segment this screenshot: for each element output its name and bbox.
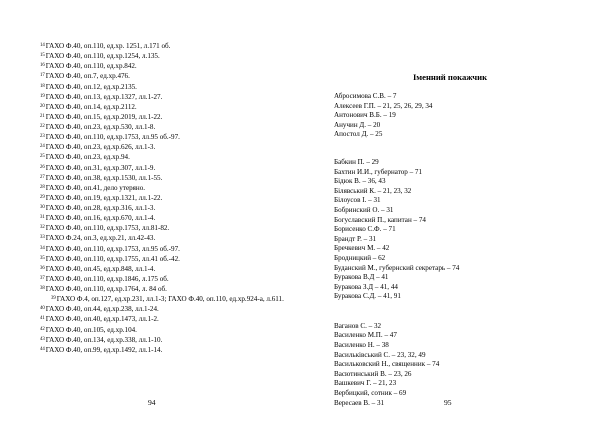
index-entry: Бродницкий – 62 <box>334 253 386 262</box>
index-entry: Бахтин И.И., губернатор – 71 <box>334 167 423 176</box>
footnote-number: 14 <box>40 43 45 48</box>
footnote-number: 37 <box>40 275 45 281</box>
index-entry: Василенко М.П. – 47 <box>334 331 397 340</box>
index-entry: Буракова С.Д. – 41, 91 <box>334 292 401 301</box>
footnote-text: ГАХО Ф.40, оп.110, ед.хр.1753, лл.81-82. <box>45 224 170 233</box>
footnote-text: ГАХО Ф.4, оп.127, ед.хр.231, лл.1-3; ГАХО Ф.40, оп.110, ед.хр.924-а, л.611. <box>56 295 284 304</box>
footnote-text: ГАХО Ф.40, оп.99, ед.хр.1492, лл.1-14. <box>45 345 163 354</box>
footnote <box>40 163 292 173</box>
footnote-number: 16 <box>40 63 45 69</box>
footnote <box>40 132 292 142</box>
footnote-text: ГАХО Ф.40, оп.110, ед.хр.1753, лл.95 об.-97. <box>45 133 180 142</box>
footnote <box>40 41 292 51</box>
footnote-number: 20 <box>40 103 45 109</box>
footnote <box>40 223 292 233</box>
index-entry: Ваганов С. – 32 <box>334 321 382 330</box>
index-entry: Вересаев В. – 31 <box>334 398 385 407</box>
footnote-number: 29 <box>40 194 45 200</box>
footnote-text: ГАХО Ф.40, оп.31, ед.хр.307, лл.1-9. <box>45 163 156 172</box>
footnote <box>40 294 292 304</box>
index-entry: Василенко Н. – 38 <box>334 341 389 350</box>
footnote <box>40 92 292 102</box>
index-entry: Вербицкий, сотник – 69 <box>334 389 407 398</box>
footnote-number: 30 <box>40 205 45 210</box>
footnote <box>40 345 292 355</box>
footnote <box>40 314 292 324</box>
footnote-number: 17 <box>40 73 45 79</box>
page-number-left: 94 <box>148 398 156 407</box>
footnote-number: 23 <box>40 134 45 140</box>
footnote-number: 21 <box>40 113 45 119</box>
footnote-number: 19 <box>40 93 45 99</box>
index-entry: Алексеев Г.П. – 21, 25, 26, 29, 34 <box>334 101 433 110</box>
index-entry: Білоусов І. – 31 <box>334 196 381 205</box>
footnote-text: ГАХО Ф.40, оп.14, ед.хр.2112. <box>45 102 137 111</box>
footnote-number: 36 <box>40 265 45 271</box>
footnote <box>40 244 292 254</box>
footnote-text: ГАХО Ф.40, оп.110, ед.хр.1254, л.135. <box>45 52 160 61</box>
index-entry: Брандт Р. – 31 <box>334 234 377 243</box>
index-entry: Васютинський В. – 23, 26 <box>334 369 412 378</box>
footnote-text: ГАХО Ф.40, оп.110, ед.хр.1846, л.175 об. <box>45 274 169 283</box>
footnote-text: ГАХО Ф.40, оп.110, ед.хр.842. <box>45 62 137 71</box>
index-entry: Бідюк В. – 36, 43 <box>334 177 386 186</box>
index-group <box>334 92 584 140</box>
footnote-text: ГАХО Ф.24, оп.3, ед.хр.21, лл.42-43. <box>45 234 156 243</box>
footnote-number: 38 <box>40 286 45 291</box>
footnote-number: 39 <box>51 296 56 302</box>
footnote <box>40 325 292 335</box>
index-group <box>334 158 584 302</box>
footnote-number: 43 <box>40 336 45 342</box>
footnote-text: ГАХО Ф.40, оп.110, ед.хр.1764, л. 84 об. <box>45 285 167 293</box>
footnote-number: 18 <box>40 83 45 89</box>
footnote <box>40 82 292 92</box>
index-entry: Абросимова С.В. – 7 <box>334 92 397 100</box>
footnote-text: ГАХО Ф.40, оп.7, ед.хр.476. <box>45 72 130 81</box>
footnote <box>40 284 292 294</box>
footnote-number: 40 <box>40 306 45 312</box>
footnote-number: 22 <box>40 124 45 129</box>
footnote <box>40 152 292 162</box>
index-entry: Анучин Д. – 20 <box>334 120 381 129</box>
footnote-text: ГАХО Ф.40, оп.23, ед.хр.94. <box>45 153 130 162</box>
footnote-text: ГАХО Ф.40, оп.19, ед.хр.1321, лл.1-22. <box>45 193 163 202</box>
footnote <box>40 142 292 152</box>
footnote-text: ГАХО Ф.40, оп.38, ед.хр.1530, лл.1-55. <box>45 173 163 182</box>
index-entry: Васильківський С. – 23, 32, 49 <box>334 350 426 359</box>
index-entry: Апостол Д. – 25 <box>334 130 383 139</box>
footnote-text: ГАХО Ф.40, оп.44, ед.хр.238, лл.1-24. <box>45 305 159 314</box>
footnote-number: 15 <box>40 53 45 59</box>
index-entry: Буракова З.Д – 41, 44 <box>334 282 398 291</box>
footnote-text: ГАХО Ф.40, оп.23, ед.хр.626, лл.1-3. <box>45 143 156 152</box>
footnote-text: ГАХО Ф.40, оп.15, ед.хр.2019, лл.1-22. <box>45 112 163 121</box>
footnote <box>40 304 292 314</box>
footnote <box>40 254 292 264</box>
name-index-list <box>334 92 584 428</box>
index-entry: Богуславский П., капитан – 74 <box>334 215 426 224</box>
footnote-text: ГАХО Ф.40, оп.16, ед.хр.670, лл.1-4. <box>45 214 156 223</box>
right-page <box>300 0 600 435</box>
index-entry: Білявський К. – 21, 23, 32 <box>334 186 412 195</box>
footnote-number: 26 <box>40 164 45 170</box>
index-entry: Бобринский О. – 31 <box>334 205 394 214</box>
footnote-text: ГАХО Ф.40, оп.40, ед.хр.1473, лл.1-2. <box>45 315 159 324</box>
footnote-list <box>40 41 292 355</box>
footnote-text: ГАХО Ф.40, оп.12, ед.хр.2135. <box>45 82 137 91</box>
footnote-text: ГАХО Ф.40, оп.110, ед.хр.1753, лл.95 об.-97. <box>45 244 180 253</box>
footnote-number: 32 <box>40 225 45 231</box>
index-entry: Вашкевич Г. – 21, 23 <box>334 379 397 388</box>
footnote-text: ГАХО Ф.40, оп.110, ед.хр.1755, лл.41 об.-42. <box>45 254 180 263</box>
index-entry: Бабкин П. – 29 <box>334 157 379 166</box>
index-entry: Антонович В.Б. – 19 <box>334 111 396 120</box>
footnote-number: 44 <box>40 346 45 352</box>
footnote <box>40 102 292 112</box>
footnote-text: ГАХО Ф.40, оп.45, ед.хр.848, лл.1-4. <box>45 264 156 273</box>
footnote <box>40 183 292 193</box>
footnote-number: 33 <box>40 235 45 241</box>
footnote-text: ГАХО Ф.40, оп.28, ед.хр.316, лл.1-3. <box>45 204 156 212</box>
footnote-number: 27 <box>40 174 45 180</box>
footnote-number: 35 <box>40 255 45 261</box>
index-group <box>334 322 584 408</box>
index-entry: Буракова В.Д – 41 <box>334 273 389 282</box>
footnote <box>40 173 292 183</box>
index-entry: Васильковский Н., священник – 74 <box>334 360 440 369</box>
index-entry: Буданский М., губернский секретарь – 74 <box>334 263 460 272</box>
index-title: Іменний покажчик <box>412 72 488 82</box>
footnote-text: ГАХО Ф.40, оп.134, ед.хр.338, лл.1-10. <box>45 335 163 344</box>
footnote-text: ГАХО Ф.40, оп.13, ед.хр.1327, лл.1-27. <box>45 92 163 101</box>
footnote-number: 25 <box>40 154 45 160</box>
footnote <box>40 335 292 345</box>
footnote <box>40 112 292 122</box>
index-entry: Бречкевич М. – 42 <box>334 244 390 253</box>
footnote <box>40 264 292 274</box>
footnote <box>40 213 292 223</box>
footnote-number: 42 <box>40 326 45 332</box>
index-entry: Борисенко С.Ф. – 71 <box>334 225 396 234</box>
footnote-number: 31 <box>40 215 45 221</box>
footnote <box>40 61 292 71</box>
footnote-text: ГАХО Ф.40, оп.110, ед.хр. 1251, л.171 об. <box>45 42 171 50</box>
footnote-number: 28 <box>40 184 45 190</box>
footnote <box>40 193 292 203</box>
footnote-number: 41 <box>40 316 45 322</box>
page-number-right: 95 <box>444 398 452 407</box>
footnote-number: 24 <box>40 144 45 150</box>
footnote-text: ГАХО Ф.40, оп.105, ед.хр.104. <box>45 325 137 334</box>
footnote <box>40 203 292 213</box>
footnote <box>40 122 292 132</box>
footnote <box>40 274 292 284</box>
footnote-text: ГАХО Ф.40, оп.23, ед.хр.530, лл.1-8. <box>45 123 156 131</box>
footnote-text: ГАХО Ф.40, оп.41, дело утеряно. <box>45 183 146 192</box>
footnote <box>40 233 292 243</box>
footnote <box>40 71 292 81</box>
footnote-number: 34 <box>40 245 45 251</box>
footnote <box>40 51 292 61</box>
